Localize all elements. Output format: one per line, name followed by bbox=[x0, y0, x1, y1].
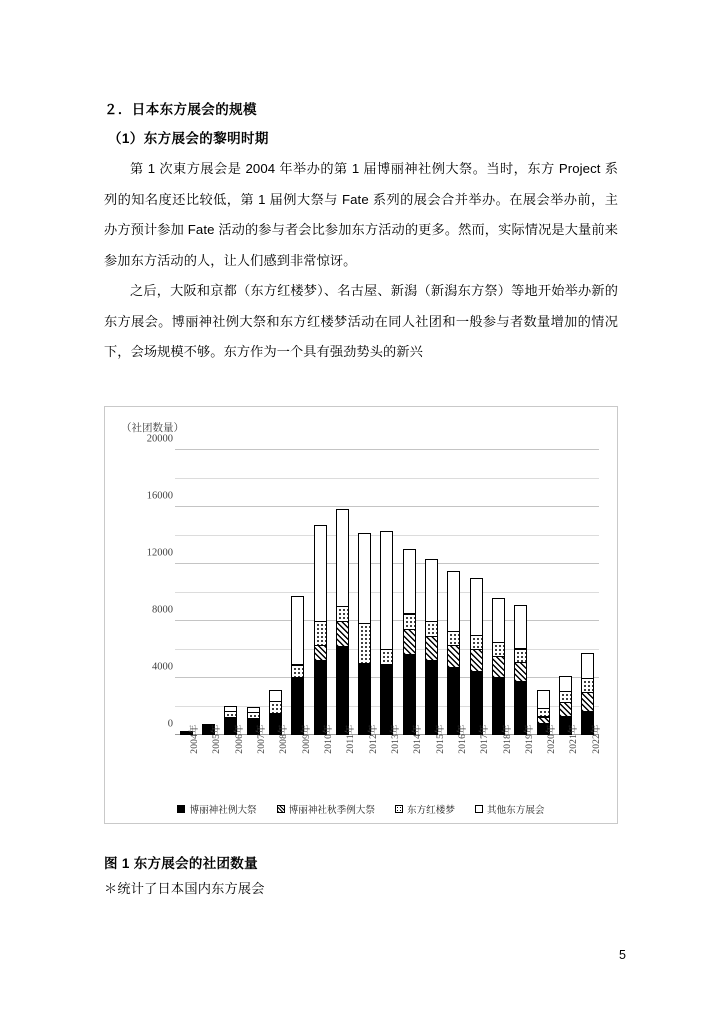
chart-bar-segment bbox=[537, 709, 550, 716]
figure-caption: 图 1 东方展会的社团数量 bbox=[104, 856, 258, 871]
chart-bar bbox=[180, 450, 193, 735]
legend-item bbox=[475, 802, 545, 816]
x-axis-label: 2004年 bbox=[190, 724, 201, 754]
legend-item bbox=[277, 802, 375, 816]
chart-bar-segment bbox=[336, 622, 349, 646]
legend-swatch-icon bbox=[277, 805, 285, 813]
chart-bar-segment bbox=[492, 598, 505, 642]
y-axis-tick-label: 4000 bbox=[152, 661, 173, 673]
legend-swatch-icon bbox=[395, 805, 403, 813]
chart-bar-segment bbox=[581, 653, 594, 677]
chart-bar bbox=[380, 450, 393, 735]
chart-bar bbox=[224, 450, 237, 735]
chart-plot-area bbox=[146, 433, 599, 735]
chart-bar-segment bbox=[514, 650, 527, 662]
document-body bbox=[104, 96, 618, 368]
chart-bar bbox=[403, 450, 416, 735]
chart-legend bbox=[105, 802, 617, 816]
x-axis-label: 2005年 bbox=[212, 724, 223, 754]
chart-bar-segment bbox=[380, 531, 393, 649]
chart-bar-segment bbox=[336, 607, 349, 621]
chart-x-axis-labels bbox=[175, 724, 602, 799]
figure-chart bbox=[104, 406, 618, 824]
chart-bar bbox=[559, 450, 572, 735]
legend-swatch-icon bbox=[177, 805, 185, 813]
x-axis-label: 2019年 bbox=[524, 724, 535, 754]
chart-bar-segment bbox=[336, 509, 349, 606]
x-axis-label: 2020年 bbox=[547, 724, 558, 754]
x-axis-label: 2021年 bbox=[569, 724, 580, 754]
legend-label: 东方红楼梦 bbox=[406, 805, 455, 816]
chart-bar bbox=[470, 450, 483, 735]
chart-bar-segment bbox=[403, 655, 416, 733]
chart-bar bbox=[492, 450, 505, 735]
chart-bar-segment bbox=[470, 578, 483, 635]
x-axis-label: 2017年 bbox=[480, 724, 491, 754]
chart-bar-segment bbox=[581, 679, 594, 692]
x-axis-label: 2013年 bbox=[390, 724, 401, 754]
chart-bar bbox=[291, 450, 304, 735]
chart-bar-segment bbox=[447, 646, 460, 667]
chart-bar-segment bbox=[447, 571, 460, 631]
chart-bar-segment bbox=[269, 690, 282, 701]
x-axis-label: 2009年 bbox=[301, 724, 312, 754]
chart-bar bbox=[202, 450, 215, 735]
chart-bar-segment bbox=[470, 636, 483, 649]
legend-item bbox=[395, 802, 455, 816]
chart-bar bbox=[247, 450, 260, 735]
x-axis-label: 2010年 bbox=[324, 724, 335, 754]
y-axis-tick-label: 16000 bbox=[146, 490, 173, 502]
chart-bar bbox=[514, 450, 527, 735]
chart-bar bbox=[314, 450, 327, 735]
chart-bar-segment bbox=[492, 657, 505, 677]
chart-bar-segment bbox=[559, 703, 572, 715]
page-number: 5 bbox=[619, 948, 626, 962]
chart-bar bbox=[537, 450, 550, 735]
chart-bar-segment bbox=[269, 702, 282, 713]
x-axis-label: 2015年 bbox=[435, 724, 446, 754]
chart-bar-segment bbox=[336, 647, 349, 734]
chart-bar-segment bbox=[358, 624, 371, 662]
section-heading: ２．日本东方展会的规模 bbox=[104, 102, 257, 117]
x-axis-label: 2022年 bbox=[591, 724, 602, 754]
chart-bar-segment bbox=[492, 643, 505, 656]
chart-bar-segment bbox=[537, 690, 550, 709]
subsection-heading: （1）东方展会的黎明时期 bbox=[108, 131, 269, 146]
chart-bar-segment bbox=[425, 637, 438, 660]
chart-bar bbox=[447, 450, 460, 735]
chart-bar-segment bbox=[447, 632, 460, 645]
chart-bars bbox=[175, 450, 599, 735]
chart-bar bbox=[336, 450, 349, 735]
x-axis-label: 2018年 bbox=[502, 724, 513, 754]
chart-bar-segment bbox=[425, 622, 438, 636]
legend-label: 博丽神社例大祭 bbox=[189, 805, 257, 816]
y-axis-tick-label: 8000 bbox=[152, 604, 173, 616]
x-axis-label: 2014年 bbox=[413, 724, 424, 754]
chart-bar-segment bbox=[291, 596, 304, 664]
chart-bar bbox=[269, 450, 282, 735]
chart-bar bbox=[358, 450, 371, 735]
chart-bar-segment bbox=[380, 650, 393, 664]
chart-bar-segment bbox=[559, 692, 572, 702]
chart-bar-segment bbox=[403, 630, 416, 654]
paragraph-2: 之后，大阪和京都（东方红楼梦）、名古屋、新潟（新潟东方祭）等地开始举办新的东方展会。博丽神社例大祭和东方红楼梦活动在同人社团和一般参与者数量增加的情况下，会场规模不够。东方作为一个具有强劲势头的新兴 bbox=[104, 283, 618, 359]
chart-bar-segment bbox=[314, 622, 327, 645]
chart-bar-segment bbox=[514, 605, 527, 648]
chart-bar-segment bbox=[559, 676, 572, 691]
chart-bar-segment bbox=[403, 549, 416, 613]
legend-swatch-icon bbox=[475, 805, 483, 813]
x-axis-label: 2012年 bbox=[368, 724, 379, 754]
chart-bar-segment bbox=[425, 559, 438, 622]
x-axis-label: 2007年 bbox=[257, 724, 268, 754]
figure-note: ＊统计了日本国内东方展会 bbox=[104, 881, 265, 896]
x-axis-label: 2016年 bbox=[457, 724, 468, 754]
x-axis-label: 2008年 bbox=[279, 724, 290, 754]
y-axis-tick-label: 0 bbox=[167, 718, 173, 730]
legend-label: 其他东方展会 bbox=[486, 805, 545, 816]
chart-bar-segment bbox=[314, 525, 327, 620]
chart-bar bbox=[425, 450, 438, 735]
chart-bar-segment bbox=[403, 615, 416, 629]
x-axis-label: 2011年 bbox=[346, 724, 357, 754]
chart-bar-segment bbox=[358, 533, 371, 623]
chart-bar-segment bbox=[291, 666, 304, 677]
chart-bar-segment bbox=[581, 693, 594, 712]
chart-bar-segment bbox=[514, 663, 527, 682]
chart-bar-segment bbox=[314, 646, 327, 660]
legend-label: 博丽神社秋季例大祭 bbox=[288, 805, 375, 816]
legend-item bbox=[177, 802, 256, 816]
y-axis-tick-label: 20000 bbox=[146, 433, 173, 445]
x-axis-label: 2006年 bbox=[234, 724, 245, 754]
y-axis-tick-label: 12000 bbox=[146, 547, 173, 559]
paragraph-1: 第 1 次東方展会是 2004 年举办的第 1 届博丽神社例大祭。当时，东方 Project 系列的知名度还比较低，第 1 届例大祭与 Fate 系列的展会合并举办。在展会举办前，主办方预计参加 Fate 活动的参与者会比参加东方活动的更多。然而，实际情况是大量前来参加东方活动的人，让人们感到非常惊讶。 bbox=[104, 161, 618, 268]
chart-bar-segment bbox=[470, 650, 483, 671]
chart-axis-note: （社团数量） bbox=[121, 423, 184, 434]
chart-bar bbox=[581, 450, 594, 735]
